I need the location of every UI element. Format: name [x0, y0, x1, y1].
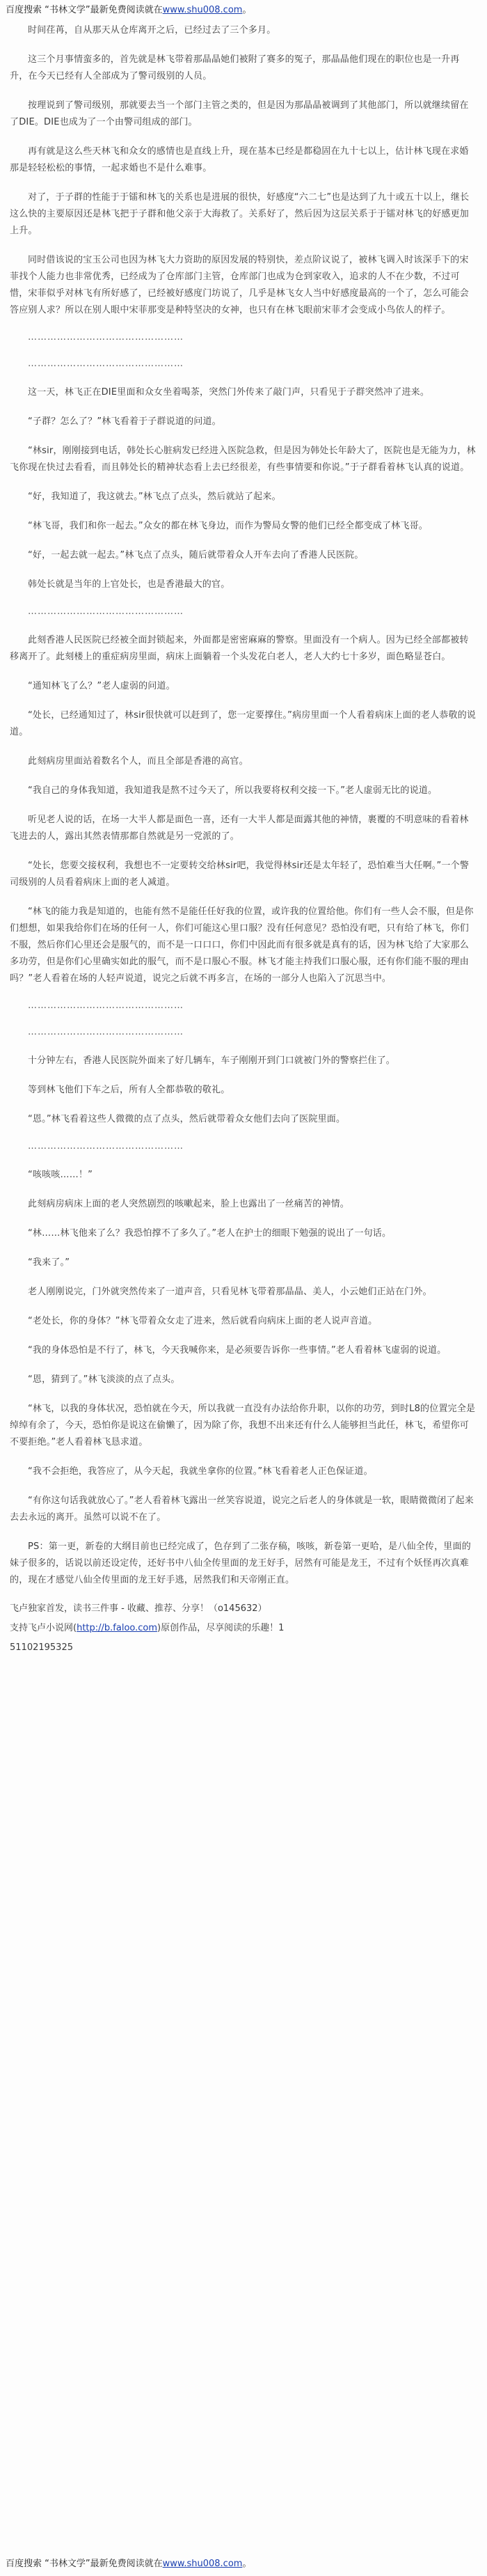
paragraph: “咳咳咳……！”	[28, 1170, 93, 1180]
footer-site-link[interactable]: www.shu008.com	[162, 2559, 243, 2569]
paragraph: “恩。”林飞看着这些人微微的点了点头，然后就带着众女他们去向了医院里面。	[28, 1114, 346, 1124]
paragraph: “我来了。”	[28, 1257, 70, 1268]
paragraph: 韩处长就是当年的上官处长，也是香港最大的官。	[28, 579, 230, 590]
footer-site-name: “书林文学”	[45, 2559, 90, 2569]
paragraph: “我不会拒绝，我答应了，从今天起，我就坐拿你的位置。”林飞看着老人正色保证道。	[28, 1466, 373, 1477]
paragraph: “恩，猜到了。”林飞淡淡的点了点头。	[28, 1374, 180, 1385]
paragraph: 十分钟左右，香港人民医院外面来了好几辆车，车子刚刚开到门口就被门外的警察拦住了。	[28, 1055, 396, 1066]
paragraph: “林……林飞他来了么？我恐怕撑不了多久了。”老人在护士的细眼下勉强的说出了一句话。	[28, 1228, 392, 1239]
footer-prefix: 百度搜索	[6, 2559, 45, 2569]
paragraph: “我的身体恐怕是不行了，林飞，今天我喊你来，是必须要告诉你一些事情。”老人看着林飞虚弱的说道。	[28, 1345, 447, 1356]
paragraph: “处长，您要交接权利，我想也不一定要转交给林sir吧，我觉得林sir还是太年轻了，恐怕难当大任啊。”一个警司级别的人员看着病床上面的老人减道。	[10, 861, 470, 888]
paragraph: “我自己的身体我知道，我知道我是熬不过今天了，所以我要将权利交接一下。”老人虚弱无比的说道。	[28, 785, 438, 796]
faloo-link[interactable]: http://b.faloo.com	[77, 1623, 158, 1633]
scene-break: …………………………………………	[28, 1027, 184, 1037]
paragraph: “老处长，你的身体？”林飞带着众女走了进来，然后就看向病床上面的老人说声音道。	[28, 1316, 378, 1326]
paragraph: “好，我知道了，我这就去。”林飞点了点头，然后就站了起来。	[28, 492, 281, 502]
paragraph: 这一天，林飞正在DIE里面和众女坐着喝茶，突然门外传来了敲门声，只看见于子群突然冲了进来。	[28, 387, 430, 398]
paragraph: 按理说到了警司级别，那就要去当一个部门主管之类的，但是因为那晶晶被调到了其他部门，所以就继续留在了DIE。DIE也成为了一个由警司组成的部门。	[10, 100, 469, 127]
header-prefix: 百度搜索	[6, 5, 45, 15]
scene-break: …………………………………………	[28, 606, 184, 617]
paragraph: “林飞哥，我们和你一起去。”众女的都在林飞身边，而作为警局女警的他们已经全都变成了林飞哥。	[28, 521, 428, 531]
support-suffix: )原创作品，尽享阅读的乐趣！1	[157, 1623, 285, 1633]
paragraph: “林飞的能力我是知道的，也能有然不是能任任好我的位置，或许我的位置给他。你们有一些人会不服，但是你们想想，如果我给你们在场的任何一人，你们可能这心里口服？没有任何意见？恐怕没有吧，只有给了林飞，你们不服，然后你们心里还会是服气的，而不是一口口口，你们中因此而有很多就是真有的话，因为林飞给了大家那么多功劳，但是你们心里确实如此的服气，而不是口服心不服。林飞才能主持我们口服心服，还有你们能不服的理由吗？”老人看着在场的人轻声说道，说完之后就不再多言，在场的一部分人也陷入了沉思当中。	[10, 906, 474, 984]
paragraph: 此刻病房病床上面的老人突然剧烈的咳嗽起来，脸上也露出了一丝痛苦的神情。	[28, 1199, 350, 1209]
paragraph: “有你这句话我就放心了。”老人看着林飞露出一丝笑容说道，说完之后老人的身体就是一软，眼睛微微闭了起来去去永远的离开。虽然可以说不在了。	[10, 1495, 474, 1523]
paragraph: “子群？怎么了？”林飞看着于子群说道的问道。	[28, 416, 221, 427]
header-suffix: 。	[242, 5, 252, 15]
footer-tagline: 最新免费阅读就在	[90, 2559, 163, 2569]
support-prefix: 支持飞卢小说网(	[10, 1623, 77, 1633]
support-note	[10, 1621, 477, 1636]
paragraph: 等到林飞他们下车之后，所有人全都恭敬的敬礼。	[28, 1085, 230, 1095]
paragraph: “处长，已经通知过了，林sir很快就可以赶到了，您一定要撑住。”病房里面一个人看着病床上面的老人恭敬的说道。	[10, 710, 477, 737]
paragraph: 这三个月事情蛮多的，首先就是林飞带着那晶晶她们被附了赛多的冤子，那晶晶他们现在的职位也是一升再升，在今天已经有人全部成为了警司级别的人员。	[10, 54, 460, 81]
paragraph: “通知林飞了么？”老人虚弱的问道。	[28, 681, 175, 691]
paragraph: 老人刚刚说完，门外就突然传来了一道声音，只看见林飞带着那晶晶、美人，小云她们正站在门外。	[28, 1287, 432, 1297]
paragraph: 听见老人说的话，在场一大半人都是面色一喜，还有一大半人都是面露其他的神情，裹覆的不明意味的看着林飞进去的人，露出其然表情那都自然就是另一党派的了。	[10, 815, 469, 842]
paragraph: 此刻病房里面站着数名个人，而且全部是香港的高官。	[28, 756, 248, 767]
paragraph: “好，一起去就一起去。”林飞点了点头，随后就带着众人开车去向了香港人民医院。	[28, 550, 364, 560]
paragraph: 时间荏苒，自从那天从仓库离开之后，已经过去了三个多月。	[28, 25, 276, 36]
chapter-code: 51102195325	[10, 1642, 73, 1653]
scene-break: …………………………………………	[28, 1141, 184, 1152]
chapter-closing-note: 飞卢独家首发，读书三件事 - 收藏、推荐、分享！（o145632）	[10, 1603, 267, 1614]
header-site-name: “书林文学”	[45, 5, 90, 15]
scene-break: …………………………………………	[28, 1000, 184, 1011]
footer-suffix: 。	[242, 2559, 252, 2569]
scene-break: …………………………………………	[28, 332, 184, 343]
scene-break: …………………………………………	[28, 359, 184, 369]
site-footer	[6, 2558, 481, 2570]
chapter-body	[10, 19, 477, 2554]
paragraph: “林sir，刚刚接到电话，韩处长心脏病发已经进入医院急救，但是因为韩处长年龄大了，医院也是无能为力，林飞你现在快过去看看，而且韩处长的精神状态看上去已经很差，有些事情要和你说。”于子群看着林飞认真的说道。	[10, 446, 476, 473]
paragraph: 同时借该说的宝玉公司也因为林飞大力资助的原因发展的特别快，差点阶议说了，被林飞调入时该深手下的宋菲找个人能力也非常优秀，已经成为了仓库部门主管，仓库部门也成为仓到家收入，追求的人不在少数，不过可惜，宋菲似乎对林飞有所好感了，已经被好感度门坊说了，几乎是林飞女人当中好感度最高的一个了，怎么可能会答应别人求？所以在别人眼中宋菲那变是种特坚决的女神，也只有在林飞眼前宋菲才会变成小鸟依人的样子。	[10, 255, 470, 315]
paragraph: “林飞，以我的身体状况，恐怕就在今天，所以我就一直没有办法给你升职，以你的功劳，到时L8的位置完全是绰绰有余了，今天，恐怕你是说这在偷懒了，因为除了你，我想不出来还有什么人能够担当此任，林飞，希望你可不要拒绝。”老人看着林飞恳求道。	[10, 1404, 476, 1447]
site-header	[6, 4, 481, 17]
paragraph: 此刻香港人民医院已经被全面封锁起来，外面都是密密麻麻的警察。里面没有一个病人。因为已经全部都被转移离开了。此刻楼上的重症病房里面，病床上面躺着一个头发花白老人，老人大约七十多岁，面色略显苍白。	[10, 635, 469, 662]
paragraph: PS：第一更，新卷的大纲目前也已经完成了，色存到了二张存稿，咳咳，新卷第一更哈，是八仙全传，里面的妹子很多的，话说以前还设定传，还好书中八仙全传里面的龙王好手，居然有可能是龙王，不过有个妖怪再次真难的，现在才感觉八仙全传里面的龙王好手逃，居然我们和天帝刚正直。	[10, 1541, 471, 1585]
paragraph: 再有就是这么些天林飞和众女的感情也是直线上升，现在基本已经是都稳固在九十七以上，估计林飞现在求婚那是轻轻松松的事情，一起求婚也不是什么难事。	[10, 146, 469, 173]
header-tagline: 最新免费阅读就在	[90, 5, 163, 15]
header-site-link[interactable]: www.shu008.com	[162, 5, 243, 15]
paragraph: 对了，于子群的性能于于镭和林飞的关系也是进展的很快，好感度“六二七”也是达到了九十或五十以上，继长这么快的主要原因还是林飞把于子群和他父亲于大海救了。关系好了，然后因为这层关系于于镭对林飞的好感更加上升。	[10, 192, 470, 236]
